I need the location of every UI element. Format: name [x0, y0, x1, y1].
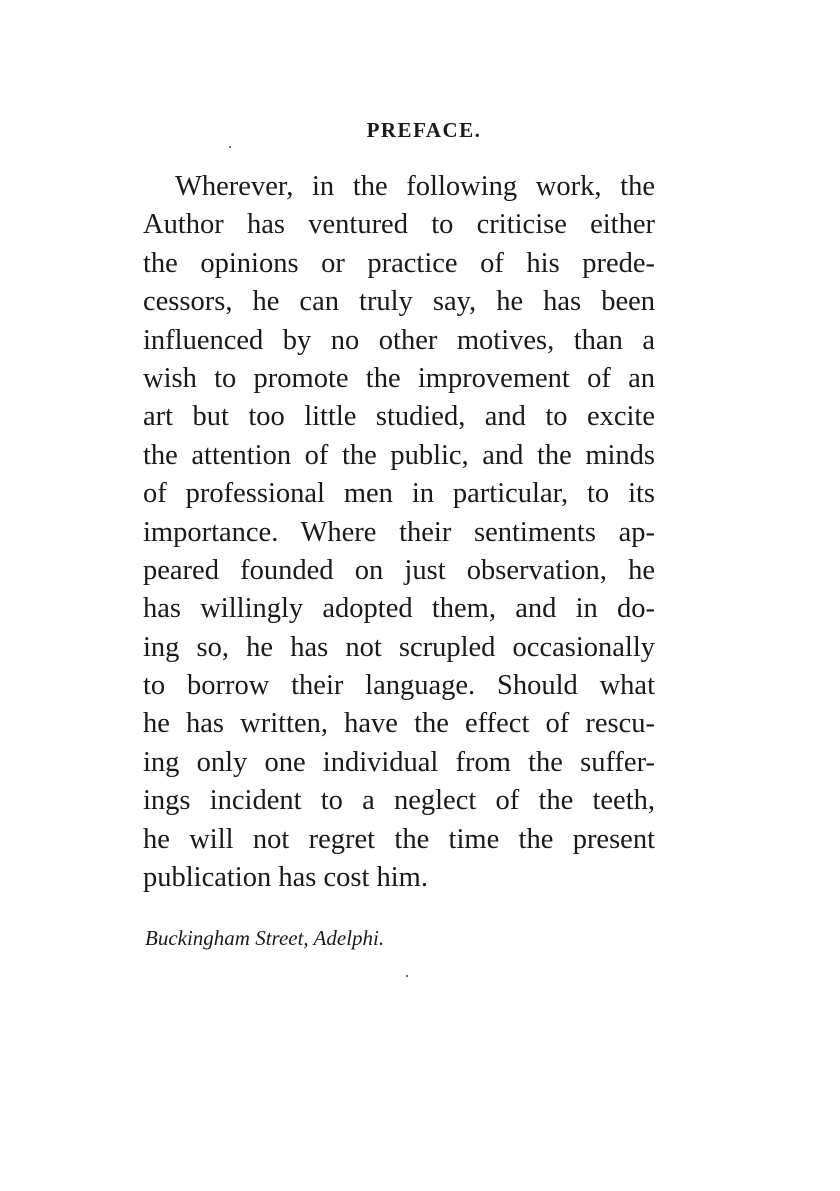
text-line: Author has ventured to criticise either	[143, 209, 655, 241]
signature-address: Buckingham Street, Adelphi.	[145, 926, 385, 950]
text-line: of professional men in particular, to its	[143, 478, 655, 510]
text-line: to borrow their language. Should what	[143, 670, 655, 702]
text-line: he will not regret the time the present	[143, 823, 655, 855]
text-line: the opinions or practice of his prede-	[143, 247, 655, 279]
text-line: Wherever, in the following work, the	[175, 171, 655, 202]
text-line: wish to promote the improvement of an	[143, 362, 655, 394]
text-line: ing so, he has not scrupled occasionally	[143, 631, 655, 663]
text-line: cessors, he can truly say, he has been	[143, 286, 655, 318]
text-line: he has written, have the effect of rescu-	[143, 708, 655, 740]
text-line: ings incident to a neglect of the teeth,	[143, 785, 655, 817]
text-line: publication has cost him.	[143, 862, 428, 894]
preface-paragraph	[143, 168, 655, 897]
text-line: the attention of the public, and the minds	[143, 439, 655, 471]
text-line: art but too little studied, and to excite	[143, 401, 655, 433]
text-line: influenced by no other motives, than a	[143, 324, 655, 356]
text-line: ing only one individual from the suffer-	[143, 746, 655, 778]
ink-speck	[406, 975, 408, 977]
text-line: importance. Where their sentiments ap-	[143, 516, 655, 548]
text-line: peared founded on just observation, he	[143, 554, 655, 586]
page-heading: PREFACE.	[366, 118, 482, 142]
text-line: has willingly adopted them, and in do-	[143, 593, 655, 625]
ink-speck	[229, 146, 231, 148]
